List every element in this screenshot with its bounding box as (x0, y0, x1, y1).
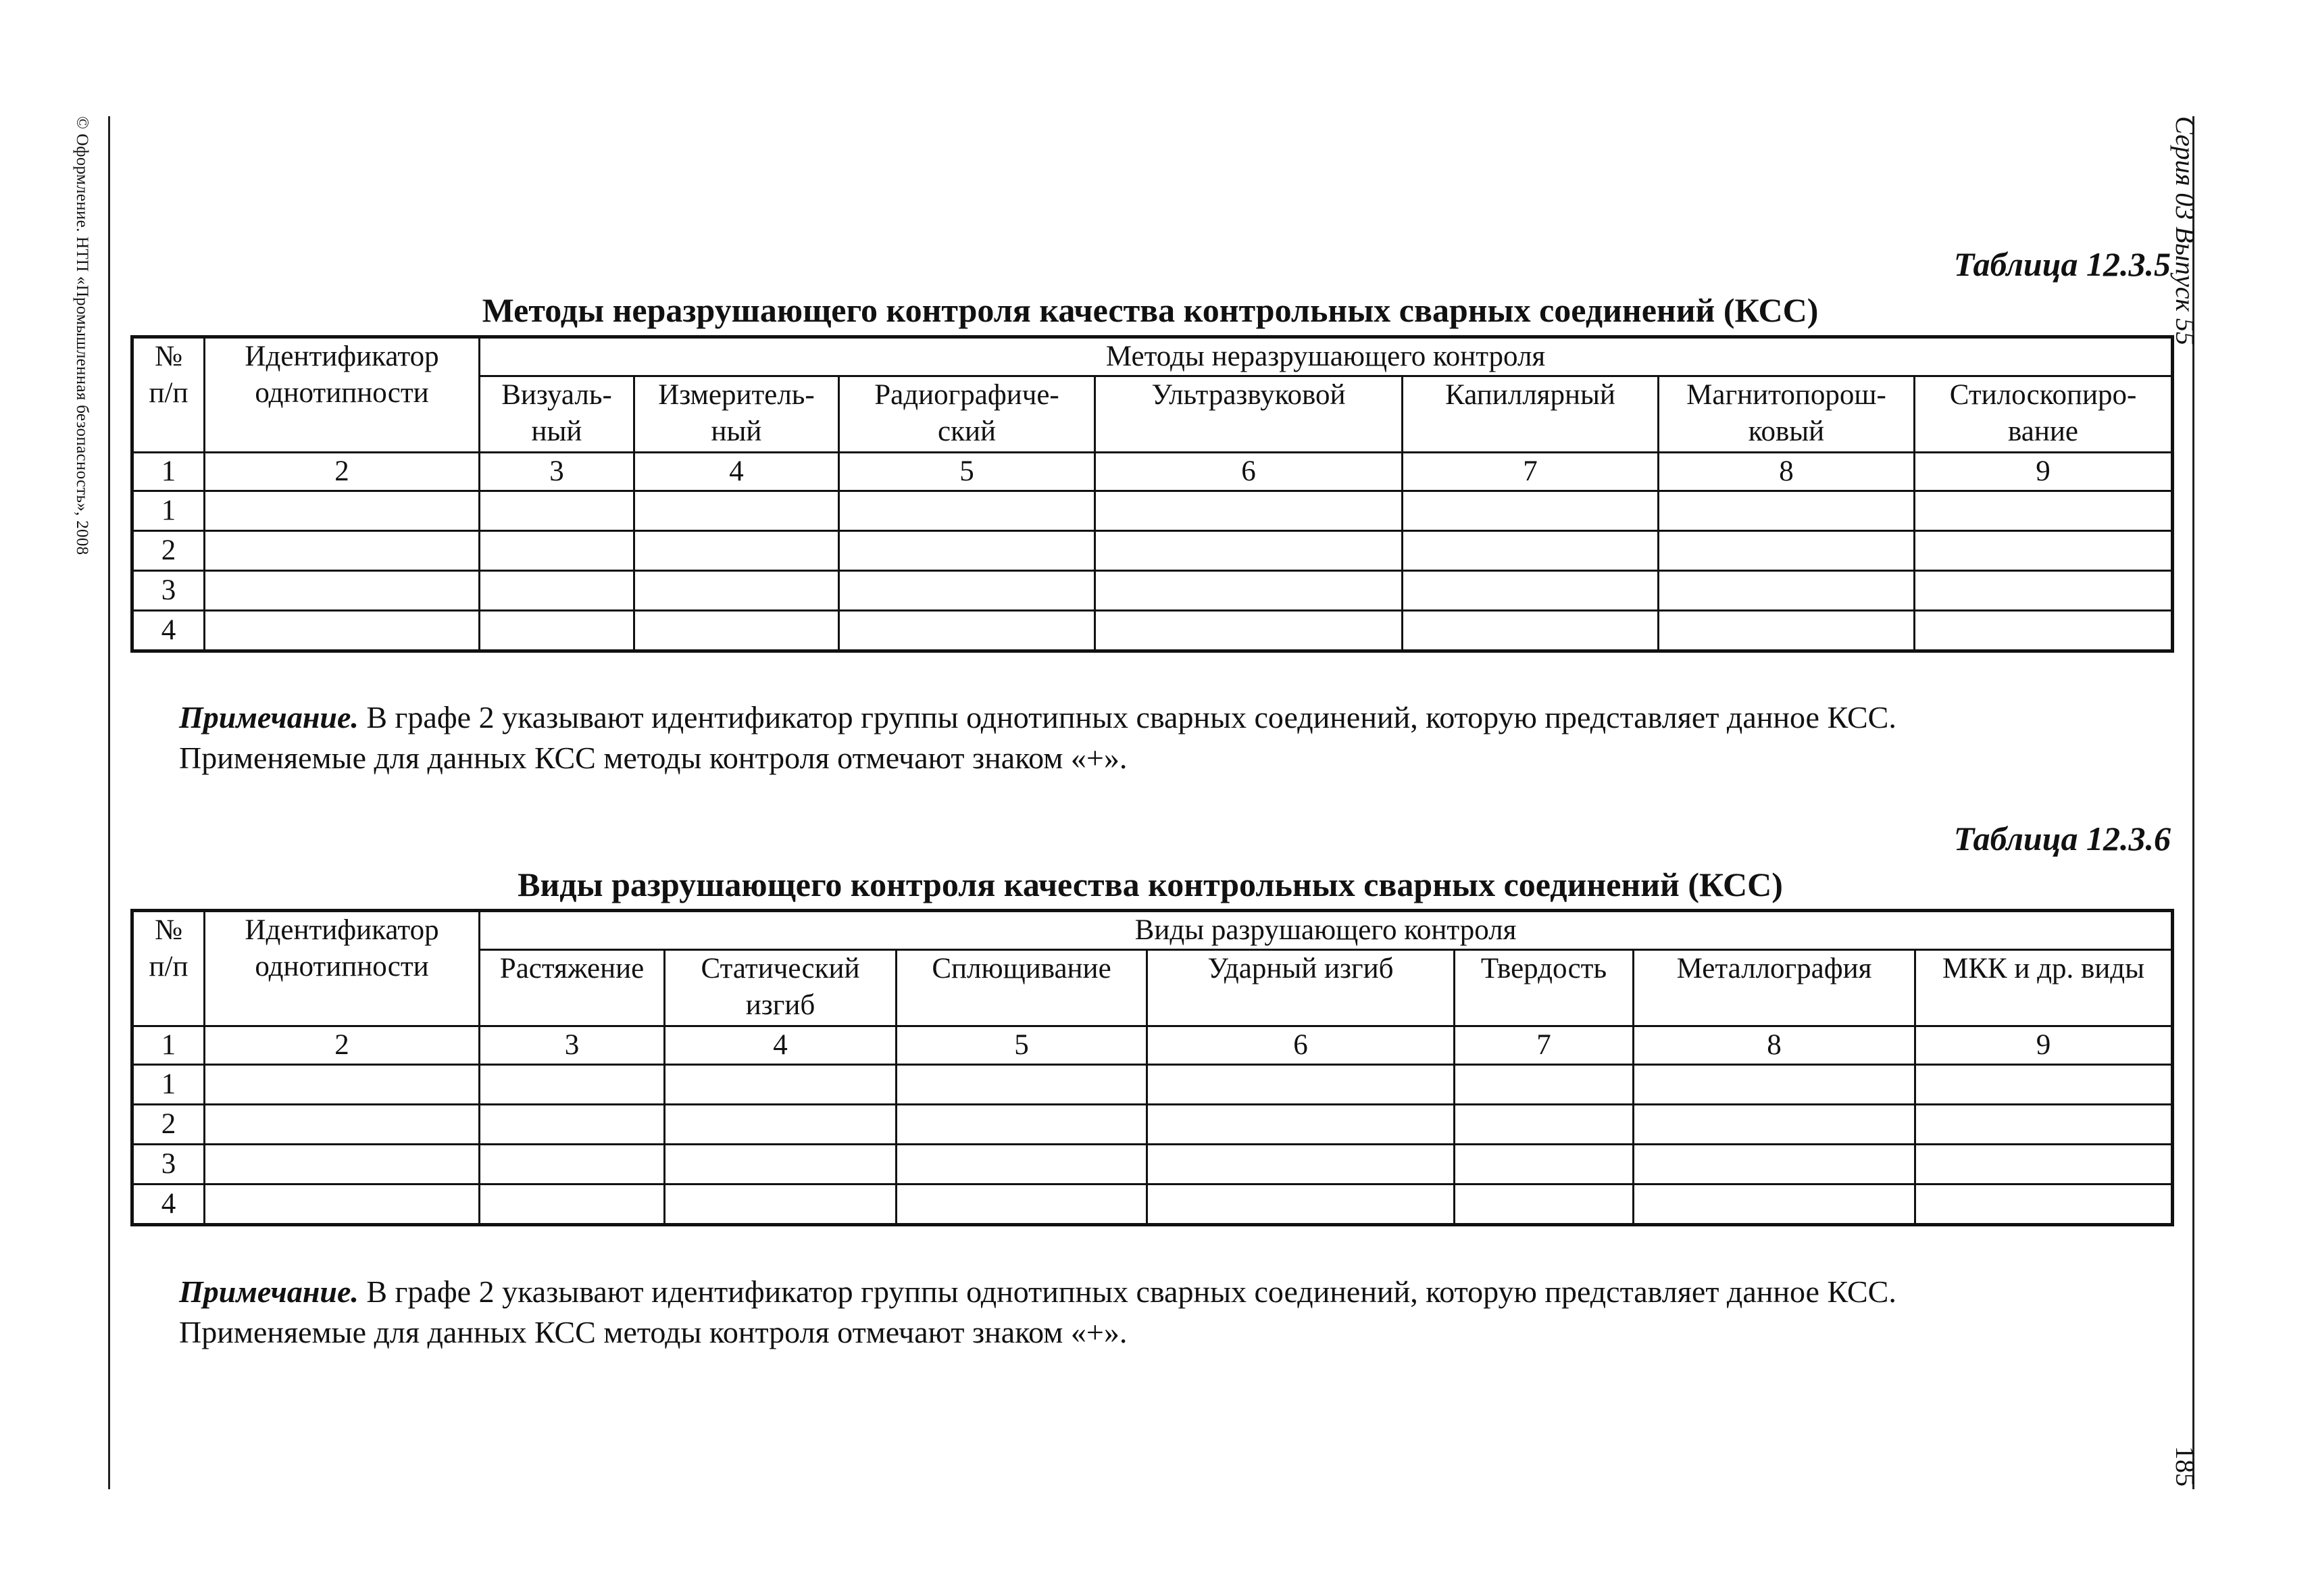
table1 (130, 335, 2174, 653)
table2-header-method: Ударный изгиб (1147, 950, 1455, 1026)
table-cell (1095, 531, 1403, 571)
table1-title: Методы неразрушающего контроля качества контрольных сварных соединений (КСС) (482, 291, 1819, 329)
table-cell (480, 1184, 665, 1225)
table-cell (634, 491, 839, 531)
column-number: 1 (132, 1026, 205, 1065)
table-cell (205, 571, 480, 611)
column-number: 5 (897, 1026, 1147, 1065)
table1-header-method: Стилоскопиро- вание (1915, 376, 2173, 453)
table-cell (1915, 611, 2173, 651)
row-number: 4 (132, 1184, 205, 1225)
table-cell (1659, 531, 1915, 571)
column-number: 8 (1659, 453, 1915, 491)
table-cell (1634, 1184, 1915, 1225)
table-cell (1915, 1184, 2173, 1225)
table-row (132, 611, 2173, 651)
table1-header-method: Измеритель- ный (634, 376, 839, 453)
column-number: 9 (1915, 1026, 2173, 1065)
row-number: 3 (132, 1145, 205, 1184)
column-number: 9 (1915, 453, 2173, 491)
table-cell (1455, 1105, 1634, 1145)
table2-header-id: Идентификатор однотипности (205, 911, 480, 1026)
table-cell (634, 531, 839, 571)
column-number: 5 (839, 453, 1095, 491)
table1-column-numbers (132, 453, 2173, 491)
table-cell (665, 1184, 897, 1225)
row-number: 4 (132, 611, 205, 651)
table-row (132, 1184, 2173, 1225)
table1-header-id: Идентификатор однотипности (205, 337, 480, 453)
table-cell (1403, 491, 1659, 531)
table-cell (205, 1145, 480, 1184)
table-cell (1403, 611, 1659, 651)
table-cell (1659, 491, 1915, 531)
table2-group-header: Виды разрушающего контроля (480, 911, 2173, 950)
table-cell (665, 1145, 897, 1184)
table-row (132, 1065, 2173, 1105)
table-cell (205, 611, 480, 651)
table-row (132, 1145, 2173, 1184)
column-number: 4 (634, 453, 839, 491)
table2-column-numbers (132, 1026, 2173, 1065)
table-row (132, 491, 2173, 531)
table1-header-method: Ультразвуковой (1095, 376, 1403, 453)
table-cell (1147, 1105, 1455, 1145)
row-number: 1 (132, 1065, 205, 1105)
column-number: 6 (1147, 1026, 1455, 1065)
column-number: 4 (665, 1026, 897, 1065)
table-cell (665, 1065, 897, 1105)
table-cell (480, 1145, 665, 1184)
table-cell (897, 1184, 1147, 1225)
table2-header-method: Металлография (1634, 950, 1915, 1026)
table2-note: Примечание. В графе 2 указывают идентификатор группы однотипных сварных соединений, которую представляет данное КСС. Применяемые для данных КСС методы контроля отмечают знаком «+». (179, 1274, 1896, 1349)
table2-header-method: Сплющивание (897, 950, 1147, 1026)
table-row (132, 531, 2173, 571)
table-cell (634, 571, 839, 611)
column-number: 2 (205, 1026, 480, 1065)
table1-label: Таблица 12.3.5 (1953, 245, 2171, 283)
table-cell (1634, 1145, 1915, 1184)
table-cell (897, 1065, 1147, 1105)
table1-header-method: Визуаль- ный (480, 376, 634, 453)
table-cell (480, 491, 634, 531)
table-cell (1403, 571, 1659, 611)
table-cell (839, 571, 1095, 611)
table-cell (480, 611, 634, 651)
table-cell (1403, 531, 1659, 571)
table-cell (1634, 1065, 1915, 1105)
row-number: 2 (132, 1105, 205, 1145)
table-cell (1659, 611, 1915, 651)
table-cell (205, 1184, 480, 1225)
column-number: 3 (480, 1026, 665, 1065)
column-number: 7 (1403, 453, 1659, 491)
table1-note: Примечание. В графе 2 указывают идентификатор группы однотипных сварных соединений, которую представляет данное КСС. Применяемые для данных КСС методы контроля отмечают знаком «+». (179, 700, 1896, 775)
table-cell (1915, 1105, 2173, 1145)
table-cell (1915, 531, 2173, 571)
table-cell (1095, 571, 1403, 611)
table1-group-header: Методы неразрушающего контроля (480, 337, 2173, 376)
table1-header-method: Капиллярный (1403, 376, 1659, 453)
table-cell (665, 1105, 897, 1145)
series-margin-text: Серия 03 Выпуск 55 (2170, 116, 2200, 346)
table2-label: Таблица 12.3.6 (1953, 820, 2171, 857)
table-cell (1634, 1105, 1915, 1145)
table-cell (897, 1105, 1147, 1145)
column-number: 1 (132, 453, 205, 491)
table-cell (205, 1065, 480, 1105)
table-cell (1915, 571, 2173, 611)
table1-header-method: Радиографиче- ский (839, 376, 1095, 453)
table2-header-method: Твердость (1455, 950, 1634, 1026)
table2-header-method: Статический изгиб (665, 950, 897, 1026)
table1-header-no: № п/п (132, 337, 205, 453)
row-number: 3 (132, 571, 205, 611)
table-cell (1455, 1145, 1634, 1184)
table-cell (1915, 491, 2173, 531)
column-number: 7 (1455, 1026, 1634, 1065)
table-cell (1095, 611, 1403, 651)
table-cell (205, 531, 480, 571)
table-cell (1095, 491, 1403, 531)
table-cell (480, 531, 634, 571)
table-cell (1659, 571, 1915, 611)
table2 (130, 909, 2174, 1226)
table1-header-method: Магнитопорош- ковый (1659, 376, 1915, 453)
left-margin-rule (108, 116, 110, 1489)
table-cell (480, 571, 634, 611)
table-cell (1915, 1145, 2173, 1184)
table-cell (480, 1105, 665, 1145)
table-cell (634, 611, 839, 651)
table-cell (480, 1065, 665, 1105)
column-number: 3 (480, 453, 634, 491)
table-row (132, 571, 2173, 611)
table-cell (839, 491, 1095, 531)
table-cell (1915, 1065, 2173, 1105)
table-cell (839, 531, 1095, 571)
table-cell (839, 611, 1095, 651)
page-number: 185 (2170, 1446, 2200, 1487)
table-cell (1455, 1184, 1634, 1225)
table-cell (1455, 1065, 1634, 1105)
table2-title: Виды разрушающего контроля качества контрольных сварных соединений (КСС) (518, 866, 1783, 903)
row-number: 2 (132, 531, 205, 571)
column-number: 2 (205, 453, 480, 491)
table-cell (1147, 1145, 1455, 1184)
table-cell (897, 1145, 1147, 1184)
row-number: 1 (132, 491, 205, 531)
table2-header-no: № п/п (132, 911, 205, 1026)
table2-header-method: МКК и др. виды (1915, 950, 2173, 1026)
table2-header-method: Растяжение (480, 950, 665, 1026)
table-cell (205, 1105, 480, 1145)
table-cell (1147, 1065, 1455, 1105)
column-number: 8 (1634, 1026, 1915, 1065)
copyright-margin-text: © Оформление. НТП «Промышленная безопасность», 2008 (73, 116, 91, 555)
table-cell (1147, 1184, 1455, 1225)
table-cell (205, 491, 480, 531)
table-row (132, 1105, 2173, 1145)
column-number: 6 (1095, 453, 1403, 491)
